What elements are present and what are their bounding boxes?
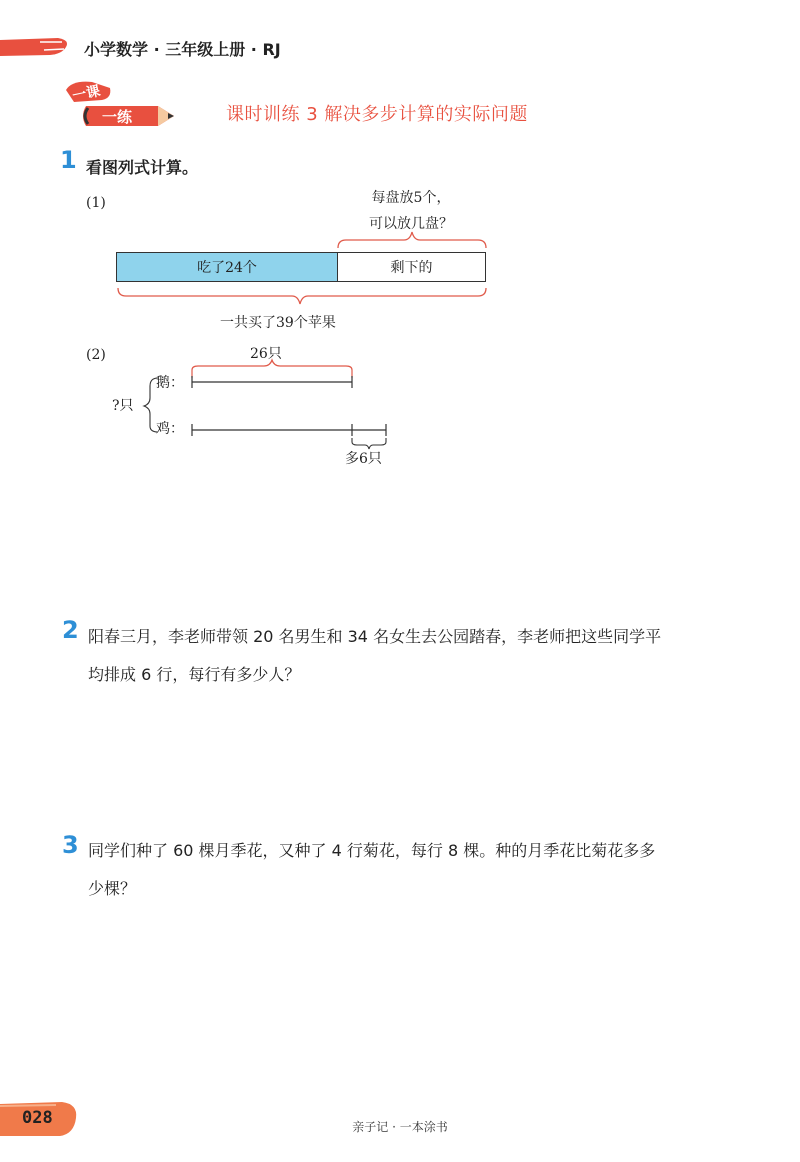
- goose-label: 鹅：: [156, 375, 184, 391]
- header-brush-decoration: [0, 36, 70, 58]
- part-1-top-line-1: 每盘放5个，: [371, 190, 451, 206]
- question-1-number: 1: [60, 146, 77, 174]
- page-number: 028: [22, 1108, 53, 1128]
- goose-count-label: 26只: [250, 346, 282, 362]
- bar-remaining-label: 剩下的: [390, 260, 433, 276]
- footer-publisher: 亲子记 · 一本涂书: [352, 1120, 448, 1134]
- question-3-number: 3: [62, 831, 79, 859]
- question-2-number: 2: [62, 616, 79, 644]
- more-label: 多6只: [345, 451, 382, 467]
- bar-eaten-label: 吃了24个: [197, 260, 257, 276]
- pencil-badge-icon: [62, 78, 182, 138]
- question-1-text: 看图列式计算。: [86, 158, 199, 177]
- part-1-total-label: 一共买了39个苹果: [220, 315, 336, 331]
- badge-bottom-text: 一练: [102, 108, 133, 126]
- apple-segment-bar: [116, 252, 486, 282]
- question-3-line-1: 同学们种了 60 棵月季花，又种了 4 行菊花，每行 8 棵。种的月季花比菊花多多: [88, 841, 656, 860]
- bar-segment-eaten: [117, 253, 338, 281]
- badge-top-text: 一课: [71, 83, 102, 105]
- part-1-top-line-2: 可以放几盘？: [369, 216, 453, 232]
- total-unknown-label: ?只: [112, 398, 134, 414]
- lesson-title: 课时训练 3 解决多步计算的实际问题: [226, 104, 528, 125]
- question-2-line-2: 均排成 6 行，每行有多少人？: [88, 665, 301, 684]
- part-2-label: (2): [86, 347, 106, 363]
- book-title: 小学数学 · 三年级上册 · RJ: [84, 40, 281, 59]
- question-2-line-1: 阳春三月，李老师带领 20 名男生和 34 名女生去公园踏春，李老师把这些同学平: [88, 627, 662, 646]
- question-3-line-2: 少棵？: [88, 879, 137, 898]
- bar-segment-remaining: [338, 253, 485, 281]
- part-1-top-annotation: [336, 0, 486, 240]
- lesson-badge: [62, 78, 182, 138]
- chicken-label: 鸡：: [156, 421, 184, 437]
- part-1-label: (1): [86, 195, 106, 211]
- total-bottom-bracket: [118, 288, 486, 304]
